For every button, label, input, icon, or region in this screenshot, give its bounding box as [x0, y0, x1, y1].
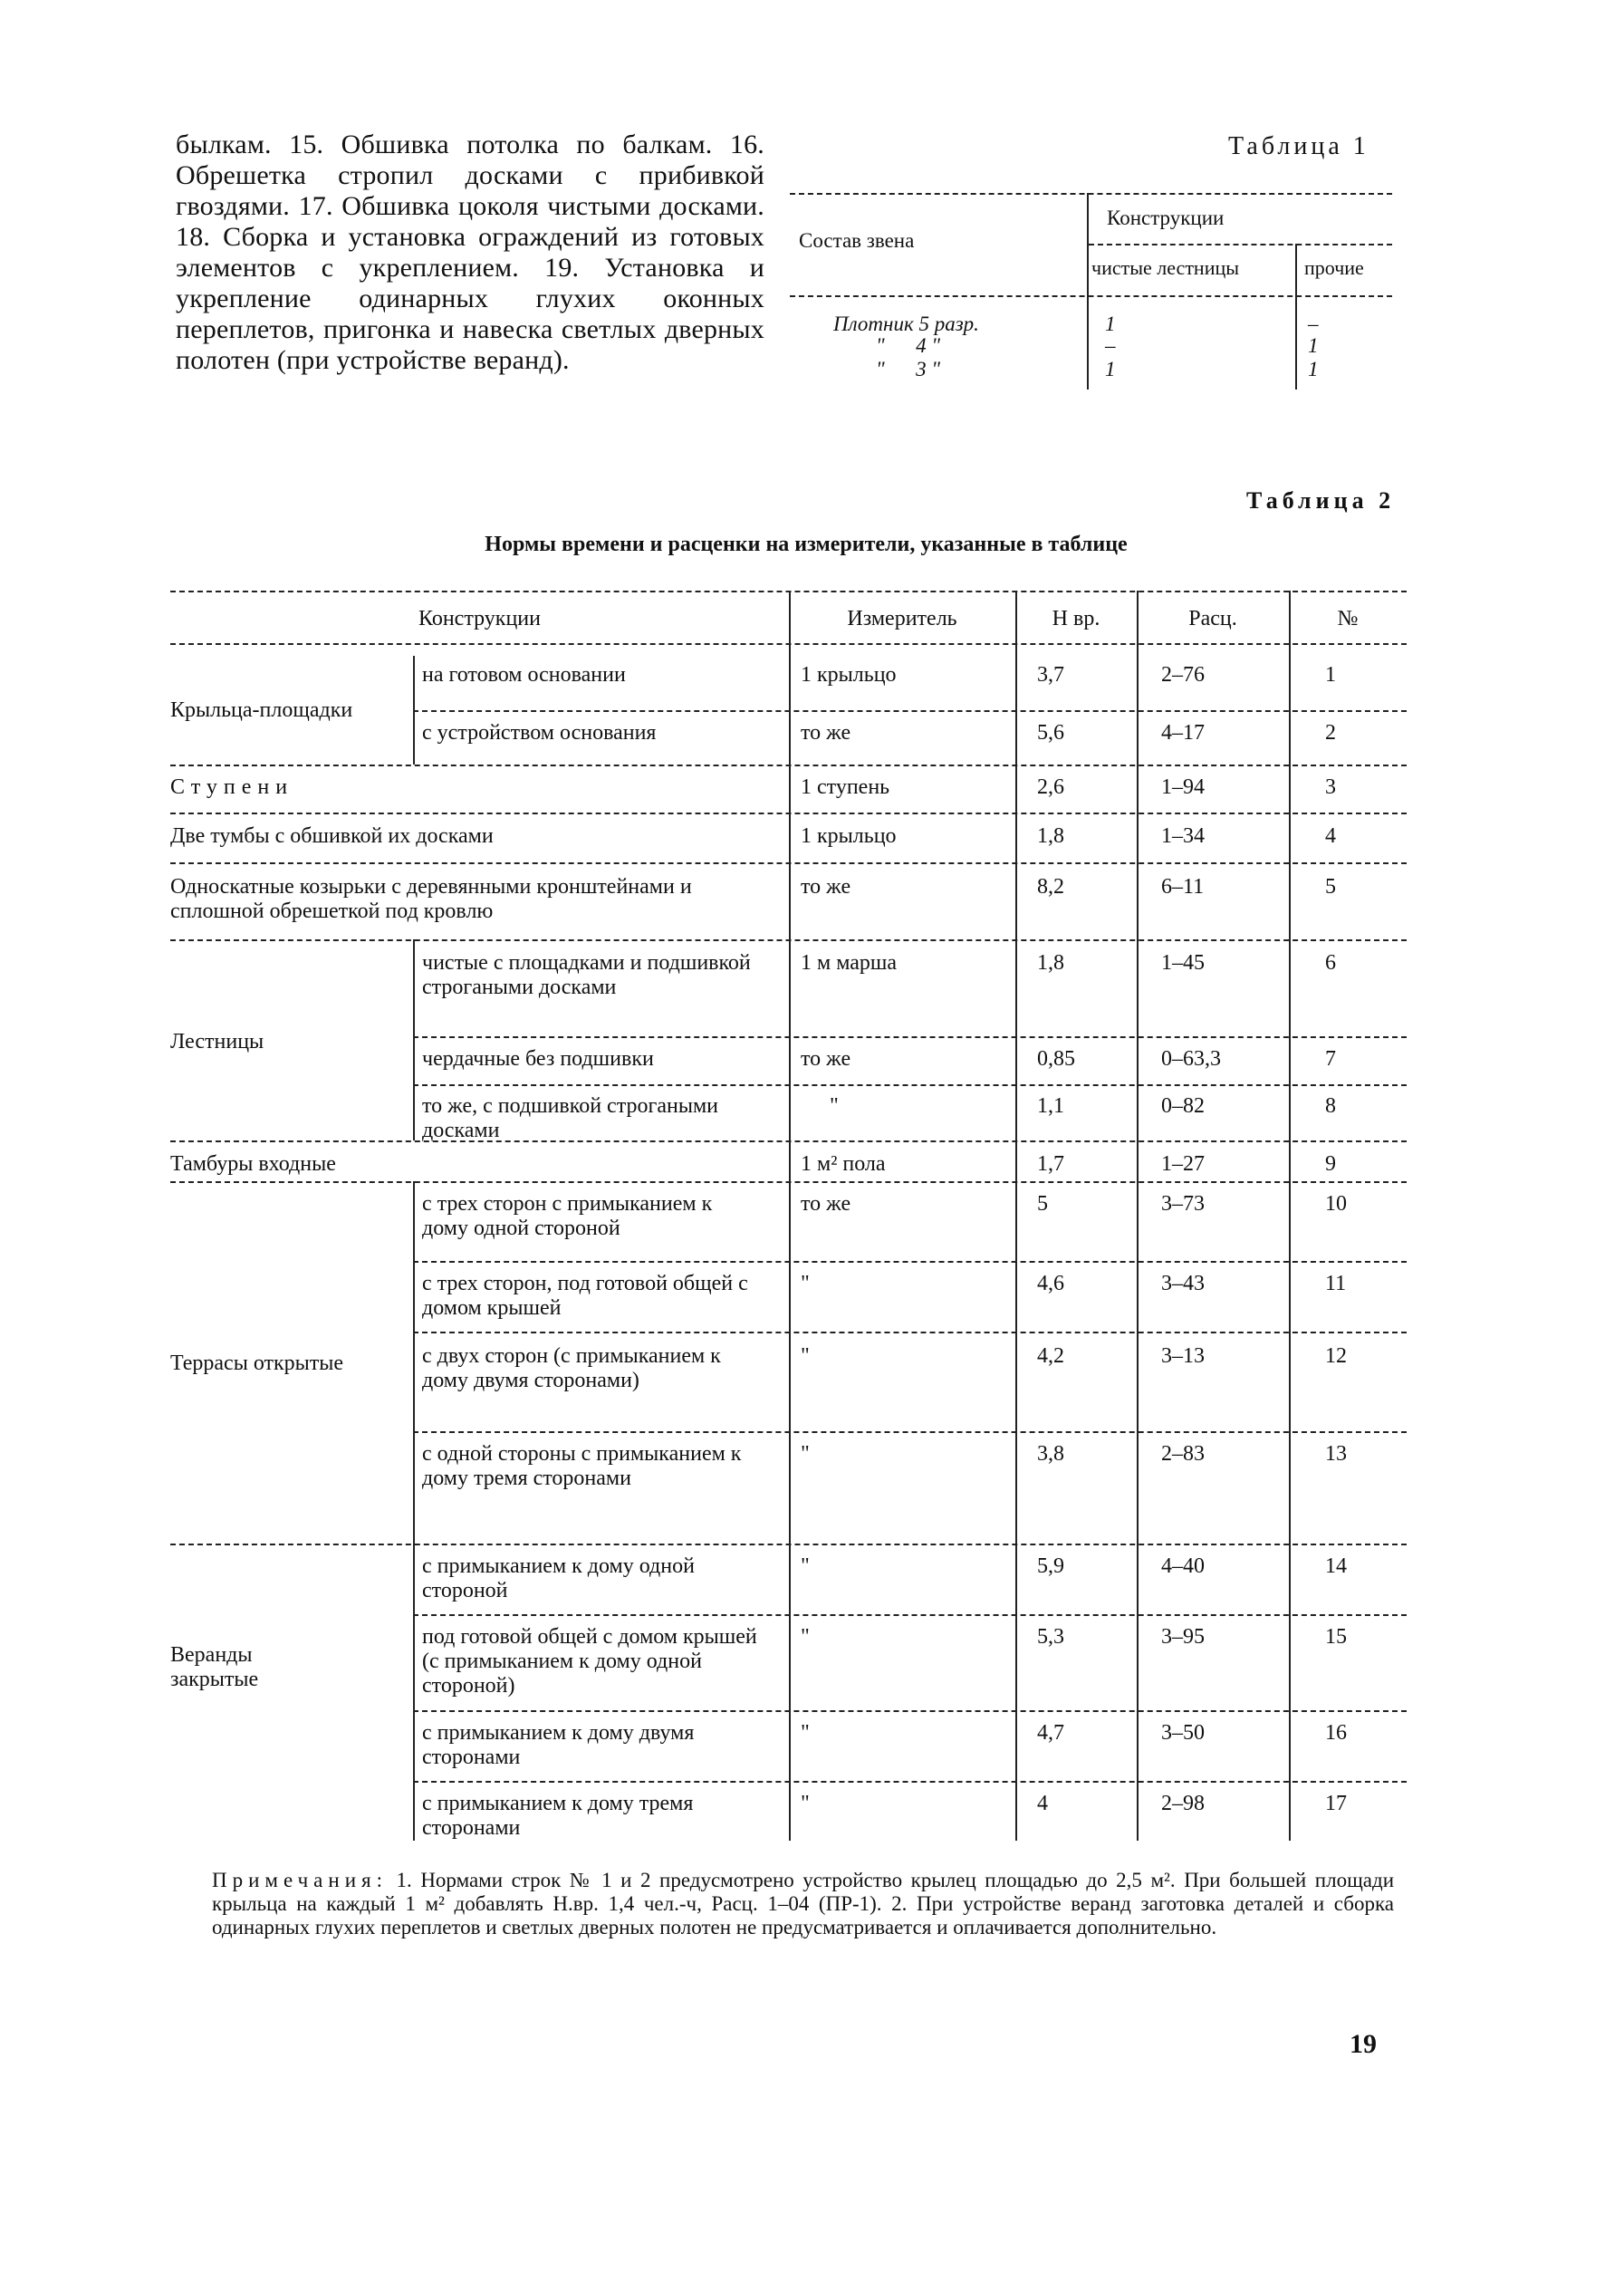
header-constructions: Конструкции [418, 607, 541, 630]
row-unit: то же [801, 875, 851, 899]
row-number: 1 [1325, 663, 1336, 687]
row-rate: 4–17 [1161, 721, 1205, 745]
table1-col-group: Конструкции [1107, 207, 1225, 229]
row-number: 14 [1325, 1554, 1347, 1578]
row-description: с одной стороны с примыканием к дому тремя сторонами [422, 1442, 742, 1490]
row-unit: то же [801, 1192, 851, 1216]
row-norm: 1,8 [1037, 824, 1064, 848]
group-terraces: Террасы открытые [170, 1352, 344, 1375]
table1-top-rule [790, 193, 1392, 195]
table1-header-rule [790, 295, 1392, 297]
row-unit: " [801, 1625, 810, 1649]
row-rate: 3–95 [1161, 1625, 1205, 1649]
row-description: Две тумбы с обшивкой их досками [170, 824, 494, 848]
row-norm: 8,2 [1037, 875, 1064, 899]
table1-stairs: 1 [1105, 358, 1116, 380]
row-number: 2 [1325, 721, 1336, 745]
row-description: с трех сторон с примыканием к дому одной стороной [422, 1192, 713, 1240]
row-number: 4 [1325, 824, 1336, 848]
table1-divider [1295, 244, 1297, 390]
row-rule [170, 1140, 1407, 1142]
row-rule [170, 939, 1407, 941]
row-rule [170, 862, 1407, 864]
row-rule [170, 1181, 1407, 1183]
row-rate: 2–76 [1161, 663, 1205, 687]
sub-divider [413, 939, 415, 1140]
row-norm: 3,7 [1037, 663, 1064, 687]
table1-stairs: 1 [1105, 313, 1116, 335]
row-number: 6 [1325, 951, 1336, 975]
row-norm: 4 [1037, 1792, 1048, 1815]
table1-subheader-rule [1089, 244, 1392, 245]
row-number: 10 [1325, 1192, 1347, 1216]
row-number: 16 [1325, 1721, 1347, 1745]
row-rule [170, 643, 1407, 645]
header-unit: Измеритель [847, 607, 957, 630]
row-rule [413, 1036, 1407, 1038]
row-rate: 1–34 [1161, 824, 1205, 848]
row-rule [413, 1614, 1407, 1616]
row-norm: 1,8 [1037, 951, 1064, 975]
row-unit: то же [801, 1047, 851, 1071]
row-rule [170, 765, 1407, 766]
row-unit: 1 крыльцо [801, 824, 897, 848]
table1-team: Плотник 5 разр. [833, 313, 979, 335]
sub-divider [413, 1181, 415, 1544]
row-norm: 2,6 [1037, 775, 1064, 799]
table2 [170, 591, 1407, 1841]
table1-caption: Таблица 1 [1228, 132, 1369, 160]
col-divider [1289, 591, 1291, 1841]
row-description: с двух сторон (с примыканием к дому двумя сторонами) [422, 1344, 721, 1392]
row-rule [170, 591, 1407, 592]
table1-other: 1 [1308, 334, 1319, 357]
row-rule [413, 1781, 1407, 1783]
row-description: то же, с подшивкой строгаными досками [422, 1094, 718, 1142]
row-unit: 1 м² пола [801, 1152, 886, 1176]
row-norm: 5,3 [1037, 1625, 1064, 1649]
table1-team: " 3 " [876, 358, 941, 380]
row-unit: " [801, 1554, 810, 1578]
row-number: 15 [1325, 1625, 1347, 1649]
row-rule [413, 1710, 1407, 1712]
group-porch: Крыльца-площадки [170, 698, 353, 722]
row-unit: 1 ступень [801, 775, 890, 799]
row-rate: 1–27 [1161, 1152, 1205, 1176]
table1-other: 1 [1308, 358, 1319, 380]
row-norm: 1,1 [1037, 1094, 1064, 1118]
row-norm: 4,7 [1037, 1721, 1064, 1745]
row-norm: 3,8 [1037, 1442, 1064, 1466]
notes [212, 1869, 1394, 1939]
header-rate: Расц. [1188, 607, 1237, 630]
row-rule [413, 1332, 1407, 1333]
row-rate: 2–98 [1161, 1792, 1205, 1815]
row-rate: 3–50 [1161, 1721, 1205, 1745]
row-rate: 0–82 [1161, 1094, 1205, 1118]
row-unit: 1 м марша [801, 951, 897, 975]
row-number: 12 [1325, 1344, 1347, 1368]
table2-title: Нормы времени и расценки на измерители, указанные в таблице [485, 533, 1128, 556]
row-unit: " [801, 1442, 810, 1466]
header-number: № [1337, 607, 1359, 630]
row-rule [170, 813, 1407, 814]
row-unit: " [830, 1094, 839, 1118]
row-number: 3 [1325, 775, 1336, 799]
row-norm: 5,9 [1037, 1554, 1064, 1578]
row-rule [170, 1544, 1407, 1545]
table1-col-team: Состав звена [799, 229, 915, 252]
notes-text: 1. Нормами строк № 1 и 2 предусмотрено устройство крылец площадью до 2,5 м². При большей площади крыльца на каждый 1 м² добавлять Н.вр. 1,4 чел.-ч, Расц. 1–04 (ПР-1). 2. При устройстве веранд заготовка деталей и сборка одинарных глухих переплетов и светлых дверных полотен не предусматривается и оплачивается дополнительно. [212, 1869, 1394, 1938]
table1-col-stairs: чистые лестницы [1091, 256, 1240, 279]
row-rule [413, 1084, 1407, 1086]
row-number: 11 [1325, 1272, 1347, 1295]
row-description: с примыканием к дому одной стороной [422, 1554, 695, 1602]
table1-col-other: прочие [1304, 256, 1364, 279]
row-unit: то же [801, 721, 851, 745]
page-number: 19 [1350, 2029, 1377, 2059]
row-norm: 4,6 [1037, 1272, 1064, 1295]
row-description: с устройством основания [422, 721, 657, 745]
row-description: Односкатные козырьки с деревянными кронштейнами и сплошной обрешеткой под кровлю [170, 875, 692, 923]
row-description: с примыканием к дому тремя сторонами [422, 1792, 694, 1840]
row-norm: 1,7 [1037, 1152, 1064, 1176]
row-description: Тамбуры входные [170, 1152, 336, 1176]
row-norm: 4,2 [1037, 1344, 1064, 1368]
row-description: на готовом основании [422, 663, 626, 687]
col-divider [789, 591, 791, 1841]
row-rate: 1–45 [1161, 951, 1205, 975]
table1-team: " 4 " [876, 334, 941, 357]
group-stairs: Лестницы [170, 1030, 264, 1053]
col-divider [1015, 591, 1017, 1841]
row-norm: 0,85 [1037, 1047, 1075, 1071]
table1-other: – [1308, 313, 1319, 335]
notes-label: Примечания: [212, 1869, 388, 1891]
row-rate: 3–73 [1161, 1192, 1205, 1216]
sub-divider [413, 1544, 415, 1841]
row-unit: 1 крыльцо [801, 663, 897, 687]
row-unit: " [801, 1344, 810, 1368]
row-number: 7 [1325, 1047, 1336, 1071]
row-unit: " [801, 1721, 810, 1745]
table1-stairs: – [1105, 334, 1116, 357]
row-rate: 1–94 [1161, 775, 1205, 799]
row-number: 8 [1325, 1094, 1336, 1118]
intro-paragraph: былкам. 15. Обшивка потолка по балкам. 16. Обрешетка стропил досками с прибивкой гвоздями. 17. Обшивка цоколя чистыми досками. 18. Сборка и установка ограждений из готовых элементов с укреплением. 19. Установка и укрепление одинарных глухих оконных переплетов, пригонка и навеска светлых дверных полотен (при устройстве веранд). [176, 130, 764, 375]
row-rate: 3–43 [1161, 1272, 1205, 1295]
row-rate: 2–83 [1161, 1442, 1205, 1466]
header-norm: Н вр. [1052, 607, 1100, 630]
row-description: с трех сторон, под готовой общей с домом крышей [422, 1272, 748, 1320]
row-unit: " [801, 1272, 810, 1295]
row-description: под готовой общей с домом крышей (с примыканием к дому одной стороной) [422, 1625, 757, 1698]
row-norm: 5,6 [1037, 721, 1064, 745]
row-rate: 4–40 [1161, 1554, 1205, 1578]
row-number: 5 [1325, 875, 1336, 899]
row-description: с примыканием к дому двумя сторонами [422, 1721, 695, 1769]
row-norm: 5 [1037, 1192, 1048, 1216]
group-verandas: Веранды закрытые [170, 1643, 259, 1691]
table1 [790, 193, 1392, 401]
row-number: 17 [1325, 1792, 1347, 1815]
row-description: чистые с площадками и подшивкой строгаными досками [422, 951, 751, 999]
table1-divider [1087, 193, 1089, 390]
row-rule [413, 1261, 1407, 1263]
row-rule [413, 710, 1407, 712]
col-divider [1137, 591, 1139, 1841]
row-rate: 3–13 [1161, 1344, 1205, 1368]
row-unit: " [801, 1792, 810, 1815]
row-rate: 6–11 [1161, 875, 1205, 899]
row-number: 13 [1325, 1442, 1347, 1466]
row-rule [413, 1431, 1407, 1433]
row-description: чердачные без подшивки [422, 1047, 654, 1071]
row-number: 9 [1325, 1152, 1336, 1176]
row-rate: 0–63,3 [1161, 1047, 1221, 1071]
table2-caption: Таблица 2 [1246, 487, 1396, 514]
row-description: Ступени [170, 775, 294, 799]
